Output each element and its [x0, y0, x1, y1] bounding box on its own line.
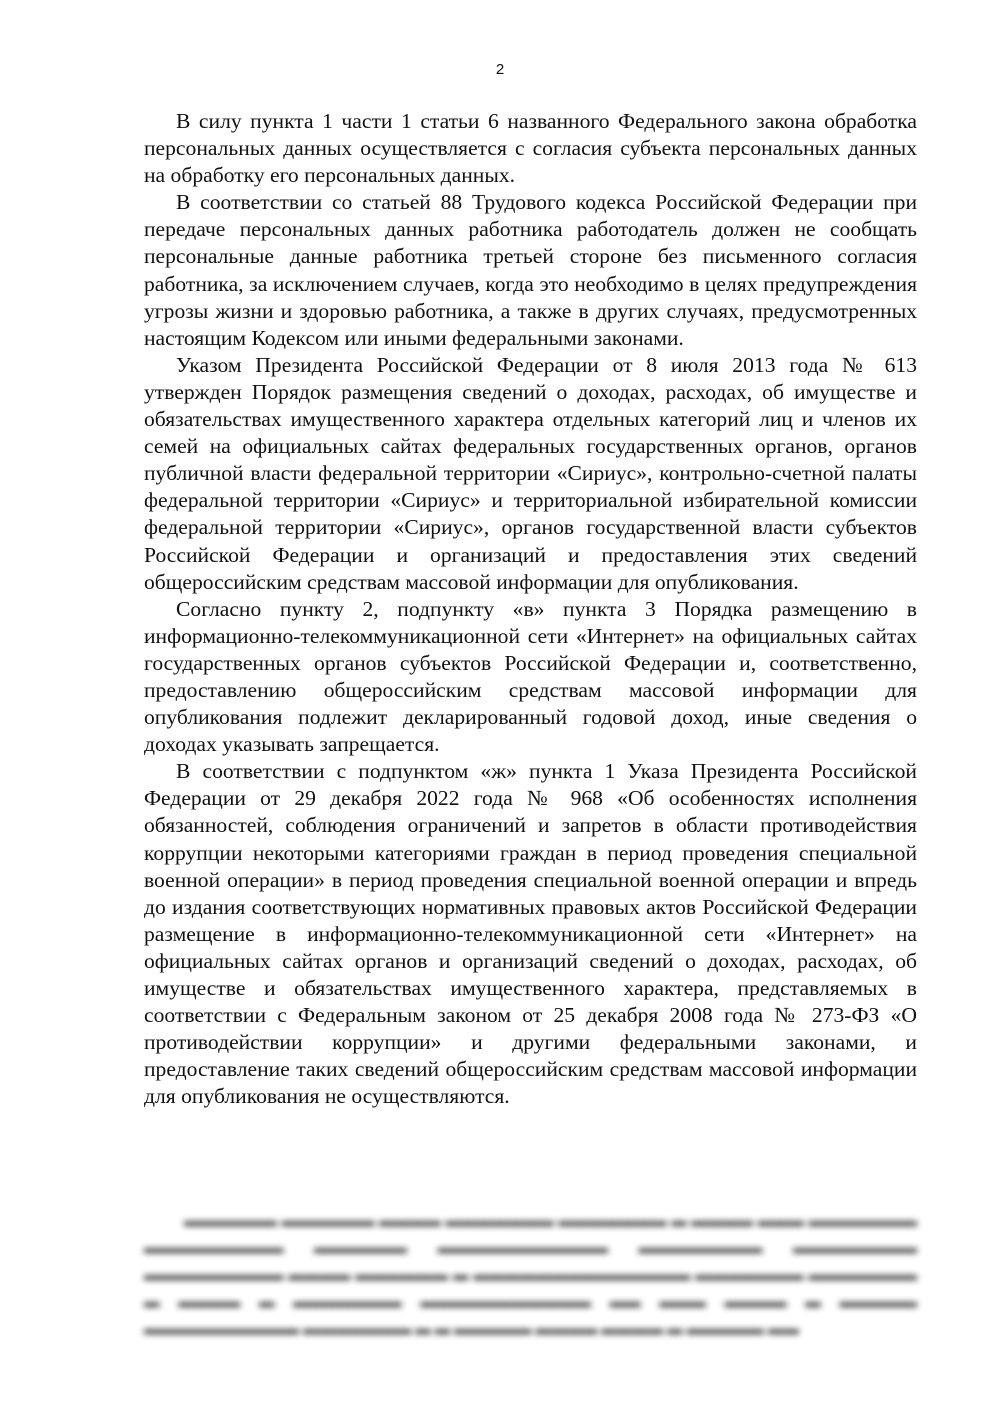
- paragraph-decree-968: В соответствии с подпунктом «ж» пункта 1 Указа Президента Российской Федерации от 29 декабря 2022 года № 968 «Об особенностях исполнения обязанностей, соблюдения ограничений и запретов в области противодействия коррупции некоторыми категориями граждан в период проведения специальной военной операции» в период проведения специальной военной операции и впредь до издания соответствующих нормативных правовых актов Российской Федерации размещение в информационно-телекоммуникационной сети «Интернет» на официальных сайтах органов и организаций сведений о доходах, расходах, об имуществе и обязательствах имущественного характера, представляемых в соответствии с Федеральным законом от 25 декабря 2008 года № 273-ФЗ «О противодействии коррупции» и другими федеральными законами, и предоставление таких сведений общероссийским средствам массовой информации для опубликования не осуществляются.: [144, 759, 917, 1109]
- paragraph-consent-processing: В силу пункта 1 части 1 статьи 6 названного Федерального закона обработка персональных данных осуществляется с согласия субъекта персональных данных на обработку его персональных данных.: [144, 109, 917, 188]
- paragraph-placement-procedure: Согласно пункту 2, подпункту «в» пункта 3 Порядка размещению в информационно-телекоммуникационной сети «Интернет» на официальных сайтах государственных органов субъектов Российской Федерации и, соответственно, предоставлению общероссийским средствам массовой информации для опубликования подлежит декларированный годовой доход, иные сведения о доходах указывать запрещается.: [144, 596, 917, 757]
- document-body: [144, 108, 917, 1110]
- paragraph-decree-613: Указом Президента Российской Федерации от 8 июля 2013 года № 613 утвержден Порядок размещения сведений о доходах, расходах, об имуществе и обязательствах имущественного характера отдельных категорий лиц и членов их семей на официальных сайтах федеральных государственных органов, органов публичной власти федеральной территории «Сириус», контрольно-счетной палаты федеральной территории «Сириус» и территориальной избирательной комиссии федеральной территории «Сириус», органов государственной власти субъектов Российской Федерации и организаций и предоставления этих сведений общероссийским средствам массовой информации для опубликования.: [144, 352, 917, 594]
- page-number: 2: [495, 61, 505, 78]
- blurred-paragraph: ▬▬▬▬▬▬ ▬▬▬▬▬▬ ▬▬▬▬ ▬▬▬▬▬▬▬ ▬▬▬▬▬▬▬ ▬ ▬▬▬▬ ▬▬▬ ▬▬▬▬▬▬▬ ▬▬▬▬▬▬▬▬▬ ▬▬▬▬▬▬ ▬▬▬▬▬▬▬▬▬▬▬ ▬▬▬▬▬▬▬▬ ▬▬▬▬▬▬▬▬ ▬▬▬▬▬▬▬▬▬ ▬▬▬▬ ▬▬▬▬▬▬ ▬ ▬▬▬▬▬▬▬▬▬▬▬▬▬▬ ▬▬▬▬▬▬▬ ▬▬▬▬▬▬▬ ▬ ▬▬▬▬ ▬ ▬▬▬▬▬▬▬ ▬▬▬▬▬▬▬▬▬▬▬ ▬▬ ▬▬▬ ▬▬▬▬ ▬ ▬▬▬▬▬ ▬▬▬▬▬▬▬▬▬▬ ▬▬▬▬▬▬▬ ▬ ▬ ▬▬▬▬▬ ▬▬▬▬ ▬▬▬▬ ▬ ▬▬▬▬▬ ▬▬: [144, 1213, 917, 1338]
- blurred-redacted-text: [144, 1208, 917, 1343]
- paragraph-labor-code-article-88: В соответствии со статьей 88 Трудового кодекса Российской Федерации при передаче персональных данных работника работодатель должен не сообщать персональные данные работника третьей стороне без письменного согласия работника, за исключением случаев, когда это необходимо в целях предупреждения угрозы жизни и здоровью работника, а также в других случаях, предусмотренных настоящим Кодексом или иными федеральными законами.: [144, 190, 917, 350]
